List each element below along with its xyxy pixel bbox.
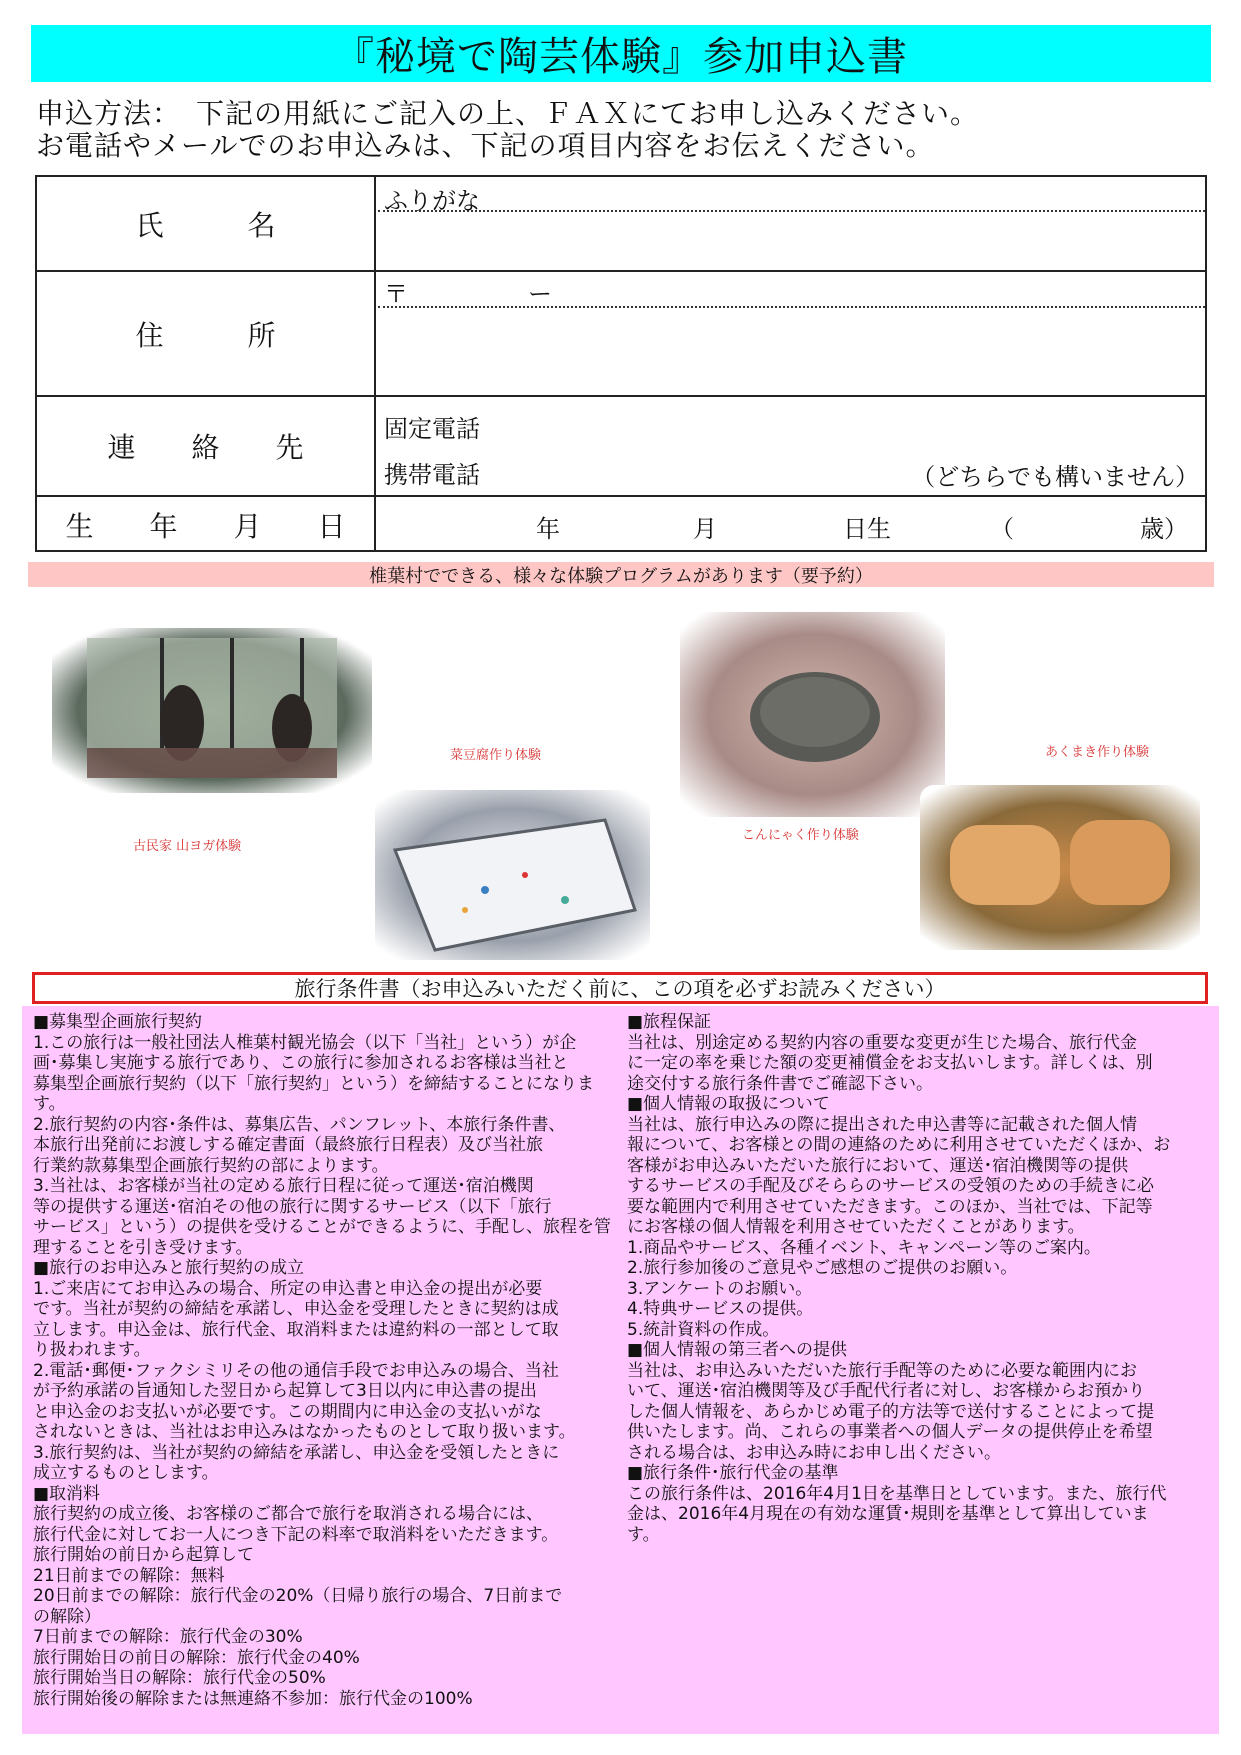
condition-line: 旅行開始後の解除または無連絡不参加：旅行代金の100% [33, 1688, 473, 1709]
condition-line: です。当社が契約の締結を承諾し、申込金を受理したときに契約は成 [33, 1299, 559, 1319]
condition-line: 理することを引き受けます。 [33, 1237, 253, 1258]
yoga-photo [52, 628, 372, 793]
conditions-right-column [627, 1012, 1170, 1545]
condition-line: 3.当社は、お客様が当社の定める旅行日程に従って運送･宿泊機関 [33, 1176, 534, 1196]
condition-line: ■旅程保証 [627, 1012, 712, 1032]
condition-line: にお客様の個人情報を利用させていただくことがあります。 [627, 1217, 1085, 1237]
condition-line: 旅行代金に対してお一人につき下記の料率で取消料をいただきます。 [33, 1524, 559, 1545]
condition-line: ■旅行のお申込みと旅行契約の成立 [33, 1258, 305, 1278]
application-form-table [35, 175, 1207, 552]
birth-month-label: 月 [693, 515, 717, 543]
condition-line: いて、運送･宿泊機関等及び手配代行者に対し、お客様からお預かり [627, 1381, 1146, 1401]
address-label: 住 所 [37, 272, 376, 395]
condition-line: 旅行開始日の前日の解除：旅行代金の40% [33, 1647, 360, 1668]
address-row [37, 272, 1205, 397]
form-title-banner [31, 25, 1211, 82]
condition-line: 旅行開始の前日から起算して [33, 1545, 254, 1565]
condition-line: ■個人情報の取扱について [627, 1094, 830, 1114]
postal-code-label: 〒 ー [384, 280, 552, 308]
yoga-caption: 古民家 山ヨガ体験 [133, 839, 242, 854]
akumaki-caption: あくまき作り体験 [1045, 745, 1150, 760]
condition-line: 1.商品やサービス、各種イベント、キャンペーン等のご案内。 [627, 1237, 1101, 1258]
birth-day-label: 日生 [843, 515, 891, 543]
condition-line: に一定の率を乗じた額の変更補償金をお支払いします。詳しくは、別 [627, 1053, 1153, 1073]
application-instructions [36, 98, 1216, 162]
condition-line: 1.ご来店にてお申込みの場合、所定の申込書と申込金の提出が必要 [33, 1278, 543, 1299]
tofu-photo [375, 790, 650, 960]
name-field[interactable] [378, 177, 1205, 270]
condition-line: するサービスの手配及びそららのサービスの受領のための手続きに必 [627, 1176, 1154, 1196]
contact-row [37, 397, 1205, 497]
conditions-title: 旅行条件書（お申込みいただく前に、この項を必ずお読みください） [294, 977, 946, 1001]
contact-label: 連 絡 先 [37, 397, 376, 495]
landline-label: 固定電話 [384, 415, 480, 443]
condition-line: の解除） [33, 1606, 101, 1627]
akumaki-photo-image [920, 785, 1200, 950]
condition-line: ■取消料 [33, 1483, 101, 1504]
birth-year-label: 年 [536, 515, 560, 543]
condition-line: 2.電話･郵便･ファクシミリその他の通信手段でお申込みの場合、当社 [33, 1360, 559, 1381]
condition-line: 客様がお申込みいただいた旅行において、運送･宿泊機関等の提供 [627, 1155, 1129, 1176]
condition-line: この旅行条件は、2016年4月1日を基準日としています。また、旅行代 [627, 1483, 1167, 1504]
page-title: 『秘境で陶芸体験』参加申込書 [334, 34, 908, 80]
condition-line: 途交付する旅行条件書でご確認下さい。 [627, 1073, 933, 1094]
condition-line: 画･募集し実施する旅行であり、この旅行に参加されるお客様は当社と [33, 1053, 569, 1073]
experience-banner [28, 562, 1214, 587]
condition-line: す。 [33, 1094, 66, 1114]
condition-line: 4.特典サービスの提供。 [627, 1299, 814, 1319]
condition-line: ■旅行条件･旅行代金の基準 [627, 1463, 839, 1483]
condition-line: 当社は、別途定める契約内容の重要な変更が生じた場合、旅行代金 [627, 1032, 1137, 1053]
instruction-line-1: 申込方法： 下記の用紙にご記入の上、ＦＡＸにてお申し込みください。 [36, 97, 980, 130]
condition-line: 報について、お客様との間の連絡のために利用させていただくほか、お [627, 1135, 1171, 1155]
age-open-paren: （ [990, 515, 1014, 543]
instruction-line-2: お電話やメールでのお申込みは、下記の項目内容をお伝えください。 [36, 129, 935, 162]
conditions-box [22, 1006, 1219, 1734]
condition-line: 旅行開始当日の解除：旅行代金の50% [33, 1668, 326, 1688]
postal-divider [378, 306, 1205, 308]
condition-line: ■個人情報の第三者への提供 [627, 1340, 848, 1360]
condition-line: 等の提供する運送･宿泊その他の旅行に関するサービス（以下「旅行 [33, 1196, 552, 1217]
tofu-photo-image [375, 790, 650, 960]
birthdate-row [37, 497, 1205, 552]
condition-line: 募集型企画旅行契約（以下「旅行契約」という）を締結することになりま [33, 1073, 594, 1094]
contact-field[interactable] [378, 397, 1205, 495]
furigana-label: ふりがな [384, 187, 480, 215]
condition-line: 2.旅行契約の内容･条件は、募集広告、パンフレット、本旅行条件書、 [33, 1114, 566, 1135]
condition-line: サービス」という）の提供を受けることができるように、手配し、旅程を管 [33, 1217, 611, 1237]
condition-line: 3.旅行契約は、当社が契約の締結を承諾し、申込金を受領したときに [33, 1442, 560, 1463]
condition-line: 要な範囲内で利用させていただきます。このほか、当社では、下記等 [627, 1196, 1153, 1217]
konnyaku-photo [680, 612, 945, 817]
condition-line: されないときは、当社はお申込みはなかったものとして取り扱います。 [33, 1422, 576, 1442]
condition-line: 成立するものとします。 [33, 1463, 219, 1483]
condition-line: 供いたします。尚、これらの事業者への個人データの提供停止を希望 [627, 1422, 1153, 1442]
condition-line: 5.統計資料の作成。 [627, 1319, 780, 1340]
tofu-caption: 菜豆腐作り体験 [450, 748, 542, 763]
condition-line: 本旅行出発前にお渡しする確定書面（最終旅行日程表）及び当社旅 [33, 1135, 543, 1155]
condition-line: 3.アンケートのお願い。 [627, 1278, 813, 1299]
condition-line: 21日前までの解除：無料 [33, 1565, 225, 1586]
name-label: 氏 名 [37, 177, 376, 270]
birthdate-label: 生 年 月 日 [37, 497, 376, 552]
either-ok-note: （どちらでも構いません） [911, 463, 1199, 491]
konnyaku-photo-image [680, 612, 945, 817]
conditions-title-box [32, 972, 1208, 1004]
konnyaku-caption: こんにゃく作り体験 [742, 828, 859, 843]
furigana-divider [378, 210, 1205, 212]
condition-line: と申込金のお支払いが必要です。この期間内に申込金の支払いがな [33, 1401, 542, 1422]
name-row [37, 177, 1205, 272]
condition-line: 2.旅行参加後のご意見やご感想のご提供のお願い。 [627, 1258, 1018, 1278]
experience-banner-text: 椎葉村でできる、様々な体験プログラムがあります（要予約） [369, 565, 873, 587]
condition-line: す。 [627, 1524, 660, 1545]
yoga-photo-image [52, 628, 372, 793]
condition-line: が予約承諾の旨通知した翌日から起算して3日以内に申込書の提出 [33, 1381, 537, 1401]
mobile-label: 携帯電話 [384, 461, 480, 489]
condition-line: 1.この旅行は一般社団法人椎葉村観光協会（以下「当社」という）が企 [33, 1032, 577, 1053]
condition-line: 金は、2016年4月現在の有効な運賃･規則を基準として算出していま [627, 1504, 1149, 1524]
condition-line: 旅行契約の成立後、お客様のご都合で旅行を取消される場合には、 [33, 1504, 543, 1524]
condition-line: 7日前までの解除：旅行代金の30% [33, 1627, 303, 1647]
condition-line: 立します。申込金は、旅行代金、取消料または違約料の一部として取 [33, 1319, 559, 1340]
birthdate-field[interactable] [378, 497, 1205, 552]
condition-line: り扱われます。 [33, 1340, 151, 1360]
address-field[interactable] [378, 272, 1205, 395]
condition-line: した個人情報を、あらかじめ電子的方法等で送付することによって提 [627, 1401, 1154, 1422]
akumaki-photo [920, 785, 1200, 950]
condition-line: 20日前までの解除：旅行代金の20%（日帰り旅行の場合、7日前まで [33, 1586, 563, 1606]
condition-line: される場合は、お申込み時にお申し出ください。 [627, 1442, 1001, 1463]
condition-line: ■募集型企画旅行契約 [33, 1012, 203, 1032]
conditions-left-column [33, 1012, 611, 1709]
age-label: 歳） [1140, 515, 1188, 543]
condition-line: 行業約款募集型企画旅行契約の部によります。 [33, 1155, 389, 1176]
condition-line: 当社は、旅行申込みの際に提出された申込書等に記載された個人情 [627, 1114, 1137, 1135]
condition-line: 当社は、お申込みいただいた旅行手配等のために必要な範囲内にお [627, 1360, 1137, 1381]
